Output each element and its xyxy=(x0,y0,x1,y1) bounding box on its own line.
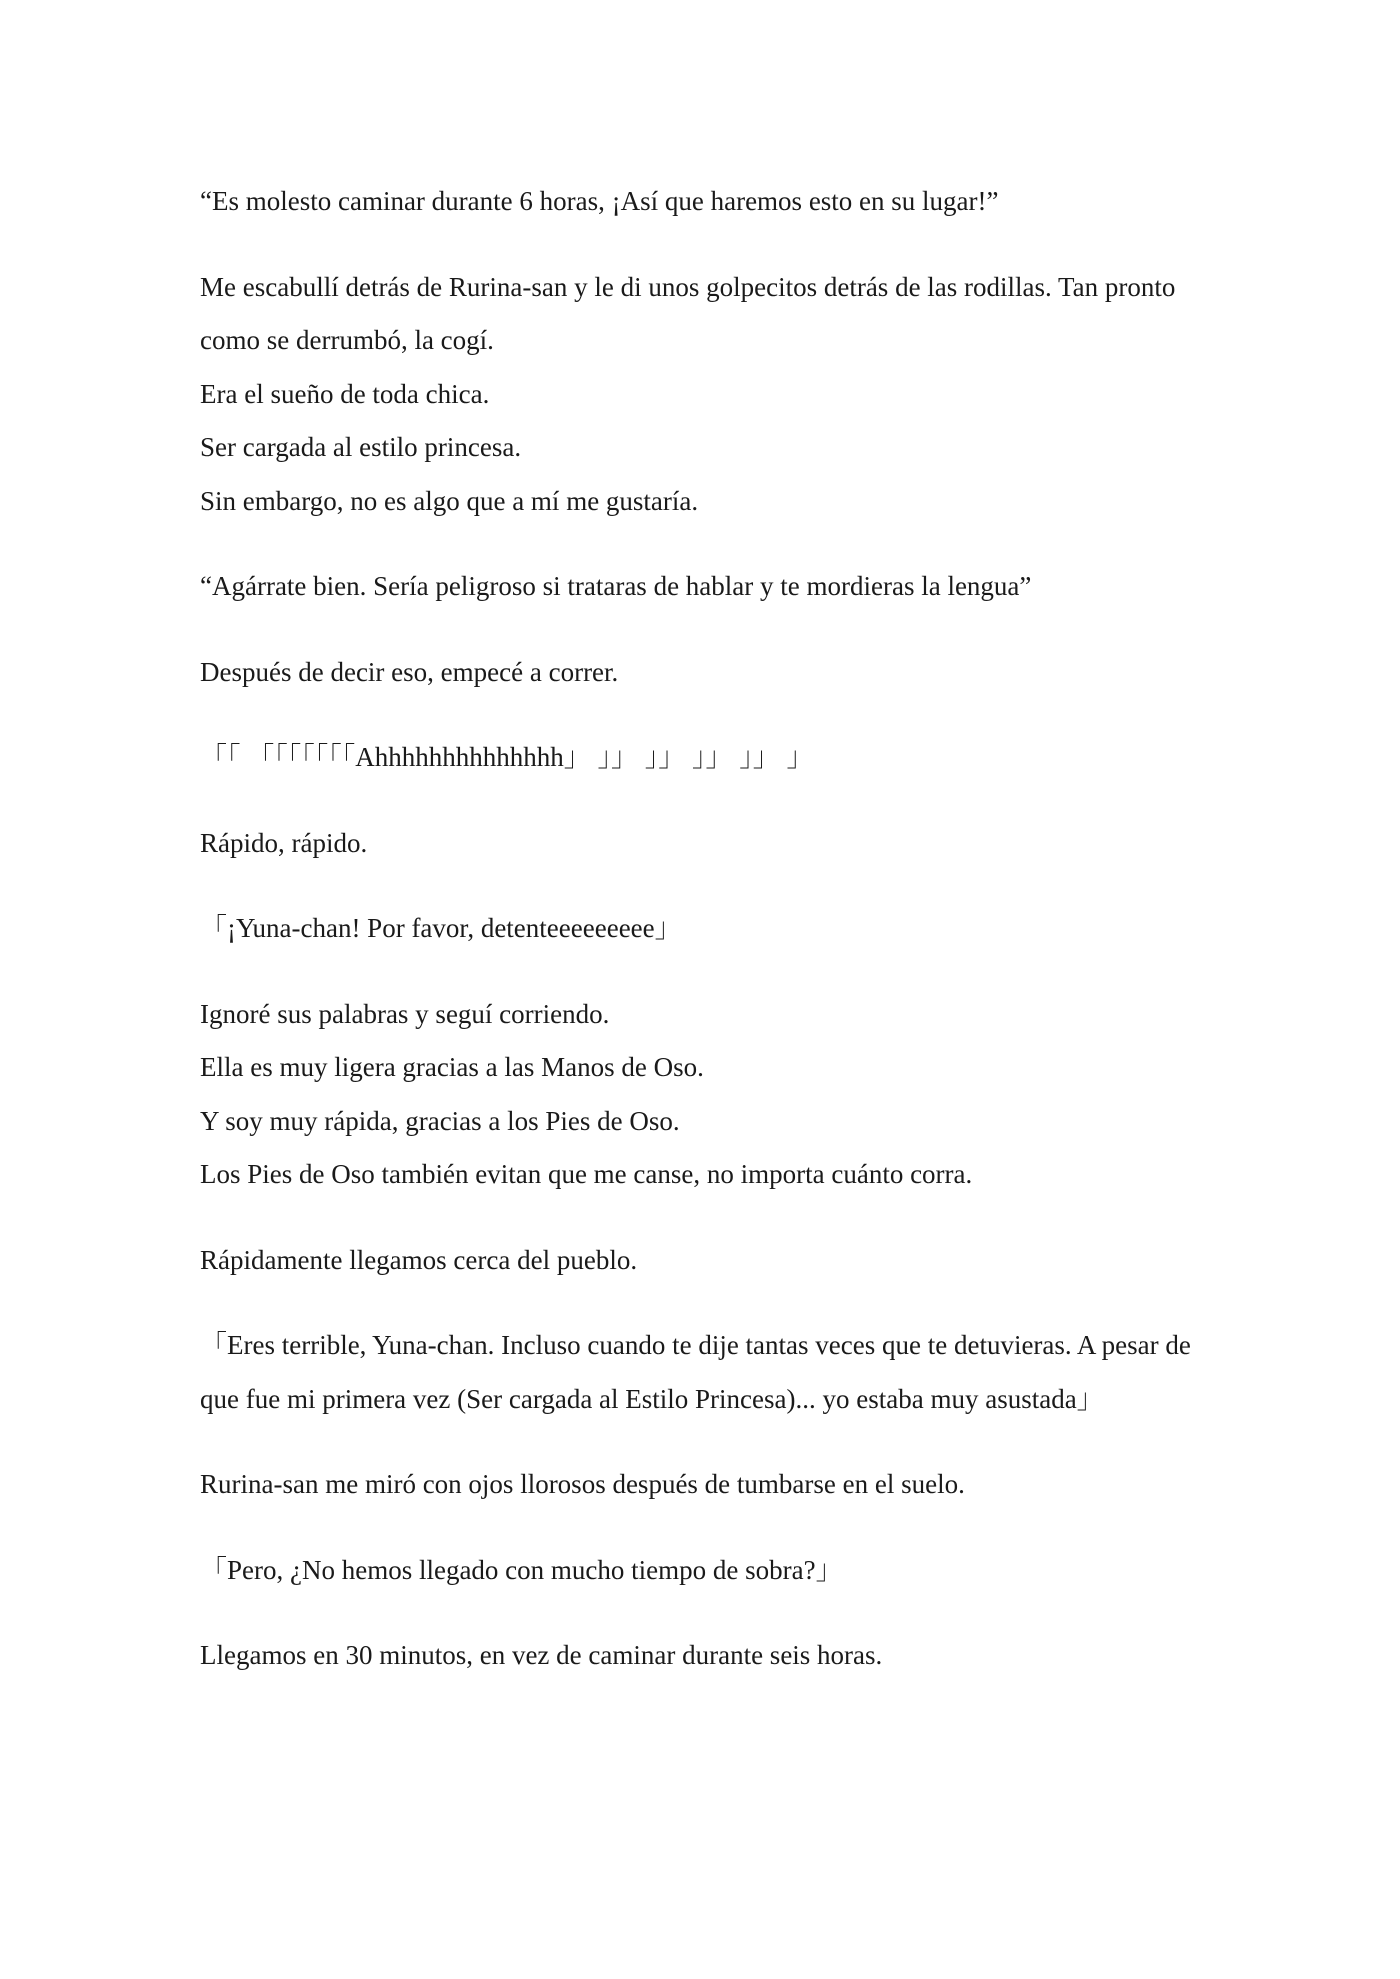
text-line: Los Pies de Oso también evitan que me canse, no importa cuánto corra. xyxy=(200,1159,973,1189)
document-page xyxy=(200,175,1210,1715)
paragraph xyxy=(200,988,1210,1202)
text-line: Me escabullí detrás de Rurina-san y le di unos golpecitos detrás de las rodillas. Tan pronto como se derrumbó, la cogí. xyxy=(200,271,1176,355)
paragraph xyxy=(200,1234,1210,1288)
text-line: 「Eres terrible, Yuna-chan. Incluso cuando te dije tantas veces que te detuvieras. A pesar de que fue mi primera vez (Ser cargada al Estilo Princesa)... yo estaba muy asustada」 xyxy=(200,1330,1191,1414)
paragraph xyxy=(200,1458,1210,1512)
paragraph xyxy=(200,175,1210,229)
text-line: “Es molesto caminar durante 6 horas, ¡Así que haremos esto en su lugar!” xyxy=(200,186,999,216)
paragraph xyxy=(200,817,1210,871)
text-line: Y soy muy rápida, gracias a los Pies de Oso. xyxy=(200,1105,680,1136)
text-line: Llegamos en 30 minutos, en vez de caminar durante seis horas. xyxy=(200,1640,883,1670)
text-line: Era el sueño de toda chica. xyxy=(200,378,490,409)
text-line: Ella es muy ligera gracias a las Manos de Oso. xyxy=(200,1052,704,1082)
text-line: Ser cargada al estilo princesa. xyxy=(200,432,522,462)
text-line: Ignoré sus palabras y seguí corriendo. xyxy=(200,998,610,1029)
text-line: Sin embargo, no es algo que a mí me gustaría. xyxy=(200,485,699,516)
paragraph xyxy=(200,261,1210,529)
text-line: 「Pero, ¿No hemos llegado con mucho tiempo de sobra?」 xyxy=(200,1554,843,1585)
paragraph xyxy=(200,1629,1210,1683)
paragraph xyxy=(200,560,1210,614)
paragraph xyxy=(200,731,1210,785)
paragraph xyxy=(200,1319,1210,1426)
text-line: Rápido, rápido. xyxy=(200,827,368,858)
text-line: 「「 「「「「「「「Ahhhhhhhhhhhhhh」 」」 」」 」」 」」 」 xyxy=(200,742,814,772)
text-line: Después de decir eso, empecé a correr. xyxy=(200,656,619,687)
text-line: Rurina-san me miró con ojos llorosos después de tumbarse en el suelo. xyxy=(200,1469,965,1499)
text-line: Rápidamente llegamos cerca del pueblo. xyxy=(200,1244,638,1275)
paragraph xyxy=(200,1544,1210,1598)
text-line: 「¡Yuna-chan! Por favor, detenteeeeeeeee」 xyxy=(200,913,682,943)
text-line: “Agárrate bien. Sería peligroso si trataras de hablar y te mordieras la lengua” xyxy=(200,571,1032,601)
paragraph xyxy=(200,646,1210,700)
paragraph xyxy=(200,902,1210,956)
